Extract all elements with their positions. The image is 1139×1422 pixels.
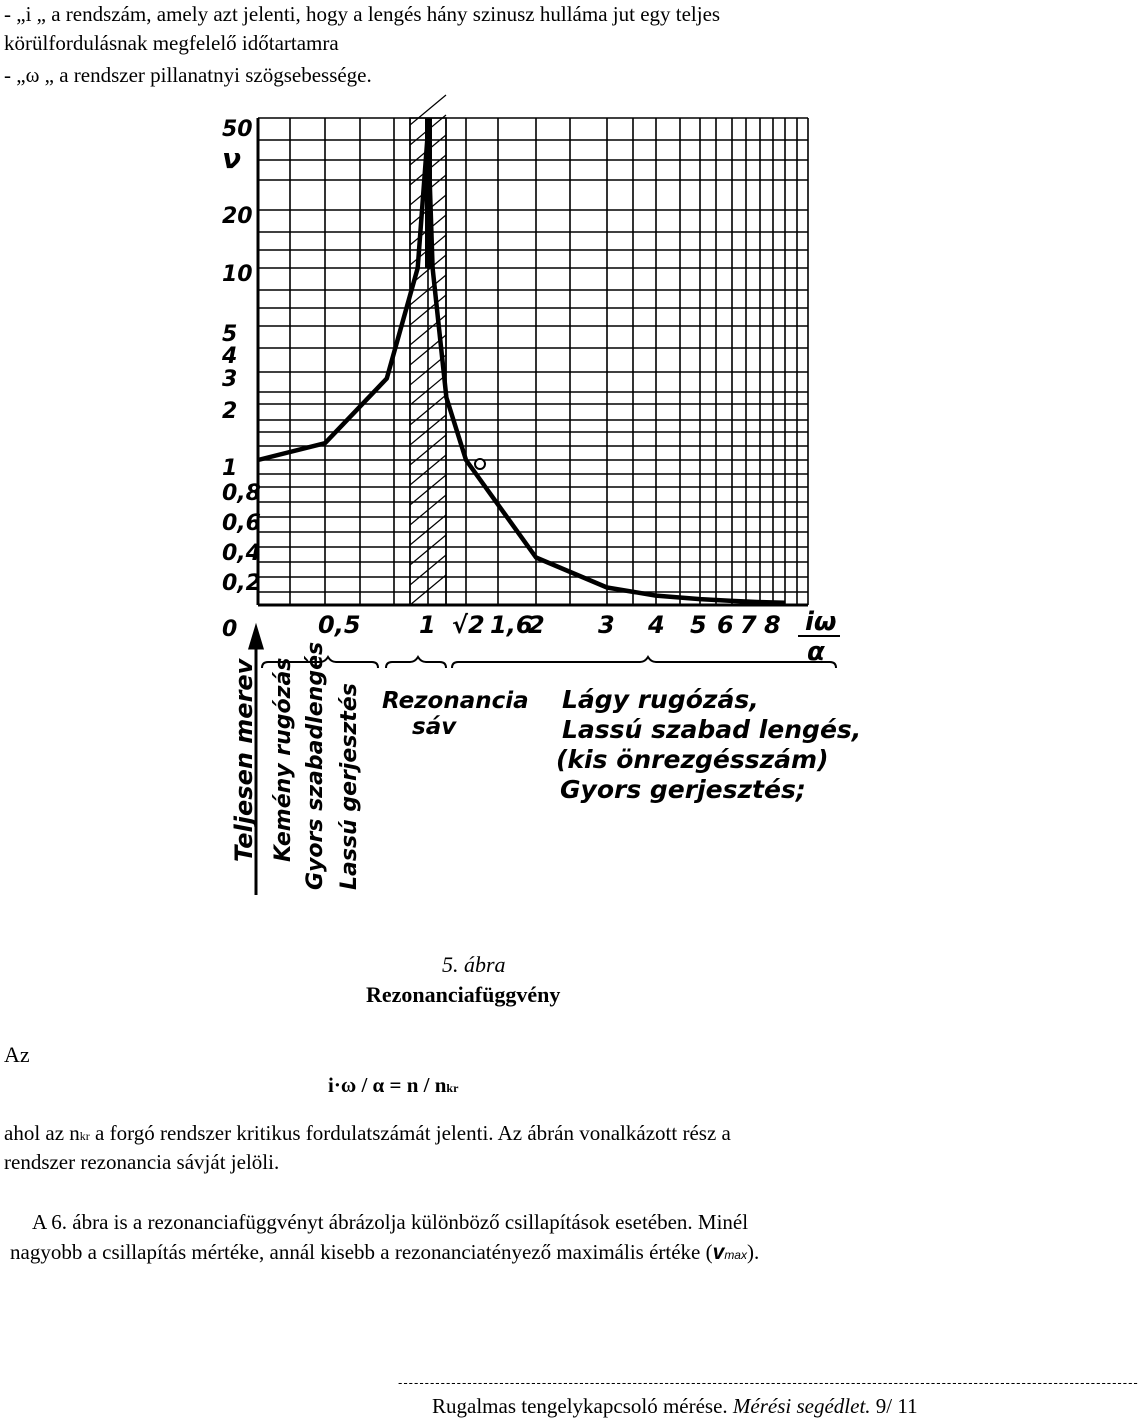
para2-line2 <box>10 1240 759 1268</box>
intro-line-2: körülfordulásnak megfelelő időtartamra <box>4 31 339 55</box>
label-rezonancia: Rezonancia <box>382 688 529 714</box>
y-tick-label: 4 <box>222 344 238 369</box>
x-tick-label: 5 <box>690 611 707 639</box>
para1-sub: kr <box>79 1129 90 1143</box>
x-tick-label: 3 <box>598 611 615 639</box>
label-gyors-gerjesztes: Gyors gerjesztés; <box>560 775 806 804</box>
figure-title: Rezonanciafüggvény <box>366 982 561 1007</box>
para1-line1 <box>4 1121 731 1149</box>
formula-main: i·ω / α = n / n <box>328 1073 447 1097</box>
formula <box>328 1073 458 1101</box>
resonance-peak <box>425 118 432 268</box>
x-tick-label: 7 <box>740 611 757 639</box>
y-tick-label: 0 <box>222 617 238 642</box>
label-gyors-szabadlenges: Gyors szabadlengés <box>303 641 328 890</box>
y-tick-label: 0,8 <box>222 481 261 506</box>
formula-sub: kr <box>446 1081 459 1095</box>
y-tick-label: 1 <box>222 456 238 481</box>
label-teljesen-merev: Teljesen merev <box>230 658 258 862</box>
x-tick-label: 2 <box>528 611 545 639</box>
footer-page: 9/ 11 <box>870 1394 918 1418</box>
label-lagy-rugozas: Lágy rugózás, <box>562 685 759 714</box>
marked-point <box>475 459 485 469</box>
y-tick-label: 50 <box>222 117 253 142</box>
para2-line1: A 6. ábra is a rezonanciafüggvényt ábrázolja különböző csillapítások esetében. Minél <box>32 1210 749 1234</box>
intro-line-3: - „ω „ a rendszer pillanatnyi szögsebessége. <box>4 63 372 87</box>
x-tick-label: 6 <box>717 611 734 639</box>
para1-b: a forgó rendszer kritikus fordulatszámát jelenti. Az ábrán vonalkázott rész a <box>89 1121 731 1145</box>
x-tick-label: 1,6 <box>490 611 533 639</box>
y-tick-label: 20 <box>222 204 253 229</box>
x-tick-label: 0,5 <box>318 611 361 639</box>
footer-text-b: Mérési segédlet. <box>732 1394 871 1418</box>
x-axis-label-bottom: α <box>807 637 825 667</box>
label-lassu-szabad-lenges: Lassú szabad lengés, <box>562 715 862 744</box>
para2-end: ). <box>746 1240 760 1264</box>
y-tick-label: 2 <box>222 399 238 424</box>
para1-a: ahol az n <box>4 1121 80 1145</box>
x-axis-label-top: iω <box>805 607 837 637</box>
az-word: Az <box>4 1042 30 1067</box>
y-tick-label: 5 <box>222 322 238 347</box>
footer-rule: ------------------------------------------------------------------------------------------------------------------------------------------- <box>398 1375 1139 1390</box>
footer-text-a: Rugalmas tengelykapcsoló mérése. <box>432 1394 733 1418</box>
x-tick-label: 8 <box>764 611 781 639</box>
y-tick-labels <box>221 117 261 642</box>
resonance-curve-group <box>258 118 785 603</box>
label-sav: sáv <box>412 714 457 740</box>
chart-grid <box>258 118 808 605</box>
region-braces <box>262 657 836 668</box>
x-tick-label: 1 <box>419 611 436 639</box>
label-lassu-gerjesztes: Lassú gerjesztés <box>337 683 362 890</box>
label-kemeny-rugozas: Kemény rugózás <box>271 657 296 862</box>
x-tick-label: √2 <box>452 611 485 639</box>
y-axis-symbol: ν <box>222 142 242 175</box>
x-tick-labels <box>318 611 781 639</box>
y-tick-label: 0,4 <box>222 541 261 566</box>
x-tick-label: 4 <box>648 611 665 639</box>
para2-v: v <box>712 1241 725 1264</box>
footer-text <box>432 1394 918 1419</box>
y-tick-label: 3 <box>222 367 238 392</box>
intro-line-1: - „i „ a rendszám, amely azt jelenti, hogy a lengés hány szinusz hulláma jut egy teljes <box>4 2 721 26</box>
label-kis-onrezgesszam: (kis önrezgésszám) <box>556 745 829 774</box>
y-tick-label: 10 <box>222 262 253 287</box>
para1-line2: rendszer rezonancia sávját jelöli. <box>4 1150 280 1174</box>
para2-sub: max <box>724 1248 747 1262</box>
figure-number: 5. ábra <box>442 952 506 977</box>
y-tick-label: 0,2 <box>222 571 261 596</box>
y-tick-label: 0,6 <box>222 511 261 536</box>
para2-a: nagyobb a csillapítás mértéke, annál kisebb a rezonanciatényező maximális értéke ( <box>10 1240 713 1264</box>
